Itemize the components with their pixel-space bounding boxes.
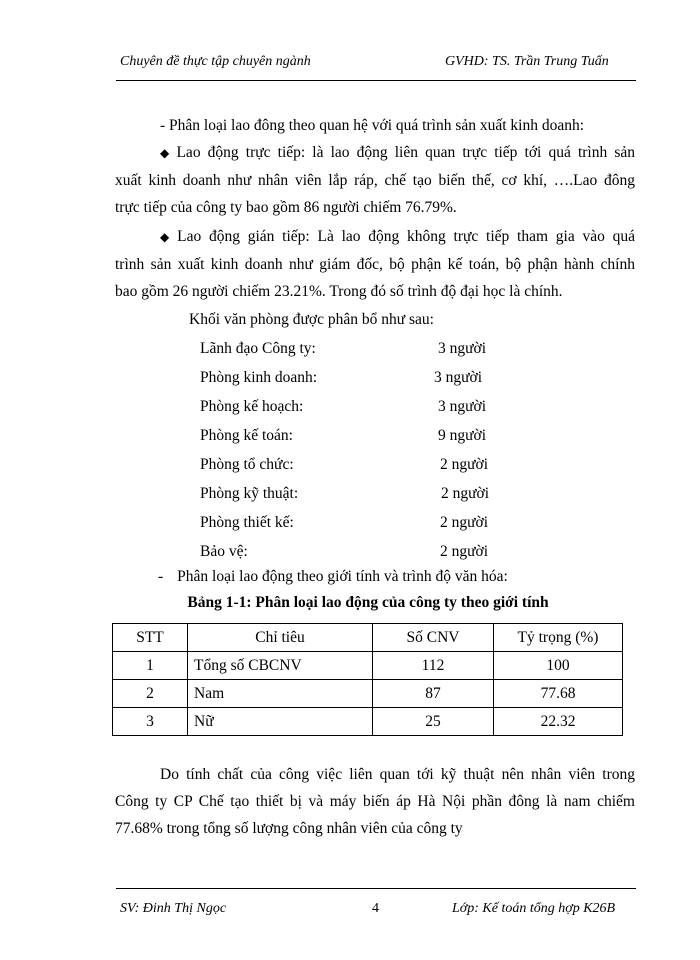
table-header-row [113, 624, 623, 652]
table-row [113, 708, 623, 736]
table-row [113, 680, 623, 708]
footer-student: SV: Đinh Thị Ngọc [120, 901, 227, 916]
table-cell: Nam [188, 680, 373, 708]
table-cell: 22.32 [494, 708, 623, 736]
table-cell: 1 [113, 652, 188, 680]
table-cell: 25 [373, 708, 494, 736]
table-cell: Tổng số CBCNV [188, 652, 373, 680]
direct-labor-paragraph: ◆ Lao động trực tiếp: là lao động liên quan trực tiếp tới quá trình sản xuất kinh doanh như nhân viên lắp ráp, chế tạo biến thế, cơ khí, ….Lao đông trực tiếp của công ty bao gồm 86 người chiếm 76.79%. [115, 144, 635, 216]
office-row: Phòng kỹ thuật: 2 người [200, 485, 490, 502]
office-row: Phòng tổ chức: 2 người [200, 456, 489, 473]
classification1-heading: - Phân loại lao đông theo quan hệ với quá trình sản xuất kinh doanh: [160, 117, 585, 134]
table-cell: 112 [373, 652, 494, 680]
office-row: Phòng kế toán: 9 người [200, 427, 487, 444]
office-row: Bảo vệ: 2 người [200, 543, 489, 560]
table-cell: Nữ [188, 708, 373, 736]
table-cell: 100 [494, 652, 623, 680]
footer-divider [116, 888, 636, 889]
table-header-cell: Số CNV [373, 624, 494, 652]
table-header-cell: Chỉ tiêu [188, 624, 373, 652]
header-divider [116, 80, 636, 81]
table-cell: 3 [113, 708, 188, 736]
header-left: Chuyên đề thực tập chuyên ngành [120, 54, 311, 69]
office-row: Phòng kế hoạch: 3 người [200, 398, 487, 415]
conclusion-paragraph: Do tính chất của công việc liên quan tới kỹ thuật nên nhân viên trong Công ty CP Chế tạo thiết bị và máy biến áp Hà Nội phần đông là nam chiếm 77.68% trong tổng số lượng công nhân viên của công ty [115, 766, 635, 837]
table-cell: 2 [113, 680, 188, 708]
table-header-cell: STT [113, 624, 188, 652]
office-row: Phòng thiết kế: 2 người [200, 514, 489, 531]
table-caption: Bảng 1-1: Phân loại lao động của công ty theo giới tính [187, 594, 549, 611]
gender-table [112, 623, 623, 736]
page-number: 4 [372, 901, 379, 916]
classification2-heading: - Phân loại lao động theo giới tính và trình độ văn hóa: [158, 568, 508, 585]
bullet-icon: ◆ [160, 230, 174, 244]
office-heading: Khối văn phòng được phân bổ như sau: [189, 311, 434, 328]
table-header-cell: Tỷ trọng (%) [494, 624, 623, 652]
office-row: Lãnh đạo Công ty: 3 người [200, 340, 487, 357]
table-cell: 87 [373, 680, 494, 708]
table-cell: 77.68 [494, 680, 623, 708]
bullet-icon: ◆ [160, 146, 173, 160]
footer-class: Lớp: Kế toán tổng hợp K26B [452, 901, 616, 916]
office-row: Phòng kinh doanh: 3 người [200, 369, 483, 386]
header-right: GVHD: TS. Trần Trung Tuấn [445, 54, 609, 69]
office-list [200, 340, 520, 572]
table-row [113, 652, 623, 680]
indirect-labor-paragraph: ◆ Lao động gián tiếp: Là lao động không trực tiếp tham gia vào quá trình sản xuất kinh doanh như giám đốc, bộ phận kế toán, bộ phận hành chính bao gồm 26 người chiếm 23.21%. Trong đó số trình độ đại học là chính. [115, 228, 636, 300]
